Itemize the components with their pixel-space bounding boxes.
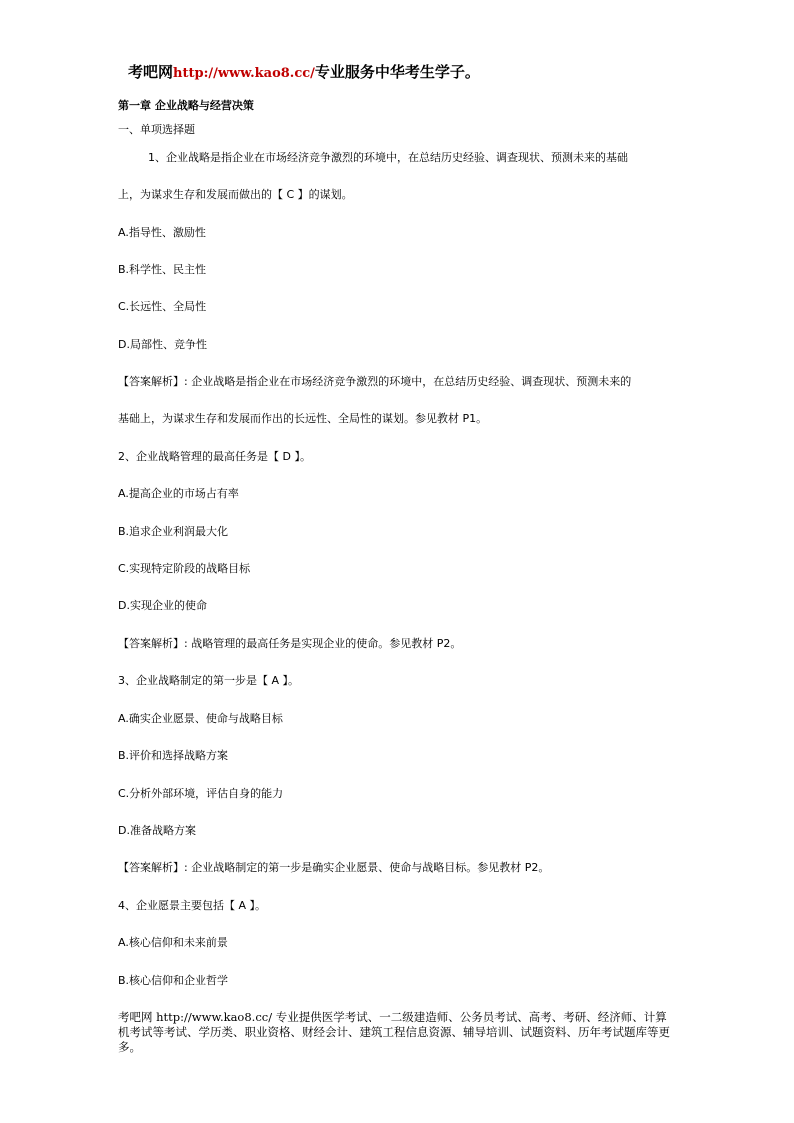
question-1-analysis-line-2: 基础上，为谋求生存和发展而作出的长远性、全局性的谋划。参见教材 P1。: [118, 412, 488, 425]
question-2-analysis: 【答案解析】: 战略管理的最高任务是实现企业的使命。参见教材 P2。: [118, 637, 462, 650]
site-slogan: 专业服务中华考生学子。: [314, 63, 480, 81]
question-3-analysis: 【答案解析】: 企业战略制定的第一步是确实企业愿景、使命与战略目标。参见教材 P2。: [118, 861, 550, 874]
chapter-title: 第一章 企业战略与经营决策: [118, 99, 254, 112]
site-url-link[interactable]: http://www.kao8.cc/: [173, 66, 315, 81]
question-3-option-c: C.分析外部环境，评估自身的能力: [118, 787, 284, 800]
section-title: 一、单项选择题: [118, 123, 195, 136]
question-1-analysis-line-1: 【答案解析】: 企业战略是指企业在市场经济竞争激烈的环境中，在总结历史经验、调查现状、预测未来的: [118, 375, 632, 388]
page-footer: 考吧网 http://www.kao8.cc/ 专业提供医学考试、一二级建造师、公务员考试、高考、考研、经济师、计算机考试等考试、学历类、职业资格、财经会计、建筑工程信息资源、辅导培训、试题资料、历年考试题库等更多。: [118, 1010, 670, 1054]
question-1-stem-line-1: 1、企业战略是指企业在市场经济竞争激烈的环境中，在总结历史经验、调查现状、预测未来的基础: [148, 151, 628, 164]
question-3-option-a: A.确实企业愿景、使命与战略目标: [118, 712, 283, 725]
question-1-option-a: A.指导性、激励性: [118, 226, 206, 239]
question-2-option-a: A.提高企业的市场占有率: [118, 487, 239, 500]
question-1-stem-line-2: 上，为谋求生存和发展而做出的【 C 】的谋划。: [118, 188, 353, 201]
question-1-option-b: B.科学性、民主性: [118, 263, 207, 276]
question-3-option-d: D.准备战略方案: [118, 824, 196, 837]
question-3-stem: 3、企业战略制定的第一步是【 A 】。: [118, 674, 300, 687]
question-4-option-a: A.核心信仰和未来前景: [118, 936, 228, 949]
question-3-option-b: B.评价和选择战略方案: [118, 749, 229, 762]
question-1-option-d: D.局部性、竞争性: [118, 338, 207, 351]
question-2-option-d: D.实现企业的使命: [118, 599, 207, 612]
question-2-option-b: B.追求企业利润最大化: [118, 525, 229, 538]
question-4-stem: 4、企业愿景主要包括【 A 】。: [118, 899, 267, 912]
question-1-option-c: C.长远性、全局性: [118, 300, 207, 313]
question-2-option-c: C.实现特定阶段的战略目标: [118, 562, 251, 575]
page-header: [128, 62, 480, 84]
question-4-option-b: B.核心信仰和企业哲学: [118, 974, 229, 987]
question-2-stem: 2、企业战略管理的最高任务是【 D 】。: [118, 450, 311, 463]
site-name: 考吧网: [128, 63, 174, 81]
